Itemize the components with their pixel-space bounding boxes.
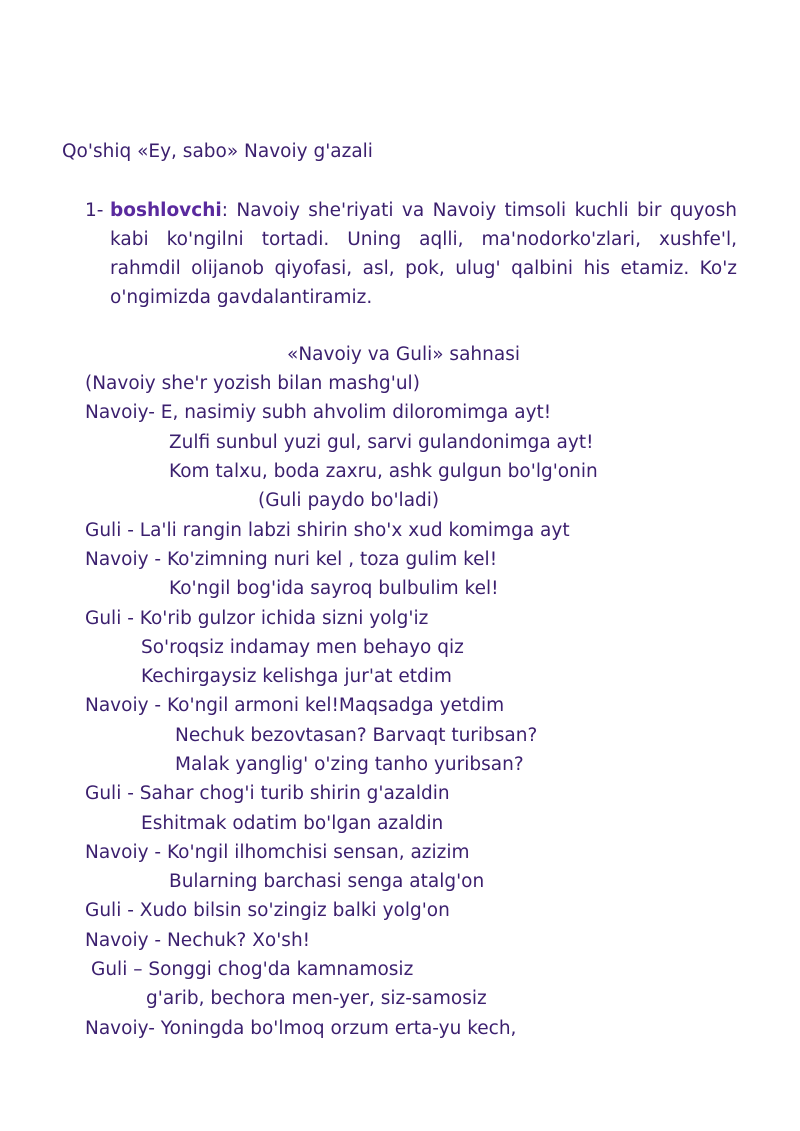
dialogue-line: Kechirgaysiz kelishga jur'at etdim xyxy=(141,666,452,687)
song-title: Qo'shiq «Ey, sabo» Navoiy g'azali xyxy=(62,141,373,162)
dialogue-line: Navoiy- E, nasimiy subh ahvolim diloromimga ayt! xyxy=(85,402,552,423)
intro-speaker: boshlovchi xyxy=(110,200,222,221)
dialogue-line: Nechuk bezovtasan? Barvaqt turibsan? xyxy=(175,725,538,746)
dialogue-line: Bularning barchasi senga atalg'on xyxy=(169,871,485,892)
dialogue-line: Malak yanglig' o'zing tanho yuribsan? xyxy=(175,754,524,775)
dialogue-line: Guli - Xudo bilsin so'zingiz balki yolg'on xyxy=(85,900,450,921)
dialogue-line: Zulfi sunbul yuzi gul, sarvi gulandonimga ayt! xyxy=(169,432,594,453)
intro-paragraph xyxy=(85,196,737,312)
intro-number: 1- xyxy=(85,200,104,221)
dialogue-line: Eshitmak odatim bo'lgan azaldin xyxy=(141,813,444,834)
dialogue-line: Navoiy - Ko'zimning nuri kel , toza gulim kel! xyxy=(85,549,498,570)
dialogue-line: Ko'ngil bog'ida sayroq bulbulim kel! xyxy=(169,578,499,599)
dialogue-line: Navoiy - Ko'ngil ilhomchisi sensan, azizim xyxy=(85,842,470,863)
dialogue-line: Kom talxu, boda zaxru, ashk gulgun bo'lg'onin xyxy=(169,461,598,482)
dialogue-line: Guli - Sahar chog'i turib shirin g'azaldin xyxy=(85,783,450,804)
dialogue-line: Navoiy - Nechuk? Xo'sh! xyxy=(85,930,311,951)
stage-direction: (Navoiy she'r yozish bilan mashg'ul) xyxy=(85,373,420,394)
intro-body: : Navoiy she'riyati va Navoiy timsoli kuchli bir quyosh kabi ko'ngilni tortadi. Uning aqlli, ma'nodorko'zlari, xushfe'l, rahmdil olijanob qiyofasi, asl, pok, ulug' qalbini his etamiz. Ko'z o'ngimizda gavdalantiramiz. xyxy=(110,200,737,308)
stage-direction: (Guli paydo bo'ladi) xyxy=(258,490,440,511)
dialogue-line: Guli - Ko'rib gulzor ichida sizni yolg'iz xyxy=(85,608,429,629)
scene-title: «Navoiy va Guli» sahnasi xyxy=(287,344,520,365)
dialogue-line: Navoiy- Yoningda bo'lmoq orzum erta-yu kech, xyxy=(85,1018,517,1039)
dialogue-line: Guli – Songgi chog'da kamnamosiz xyxy=(91,959,414,980)
dialogue-line: So'roqsiz indamay men behayo qiz xyxy=(141,637,464,658)
dialogue-line: g'arib, bechora men-yer, siz-samosiz xyxy=(146,988,487,1009)
dialogue-line: Guli - La'li rangin labzi shirin sho'x xud komimga ayt xyxy=(85,520,570,541)
dialogue-line: Navoiy - Ko'ngil armoni kel!Maqsadga yetdim xyxy=(85,695,505,716)
intro-text xyxy=(110,196,737,312)
